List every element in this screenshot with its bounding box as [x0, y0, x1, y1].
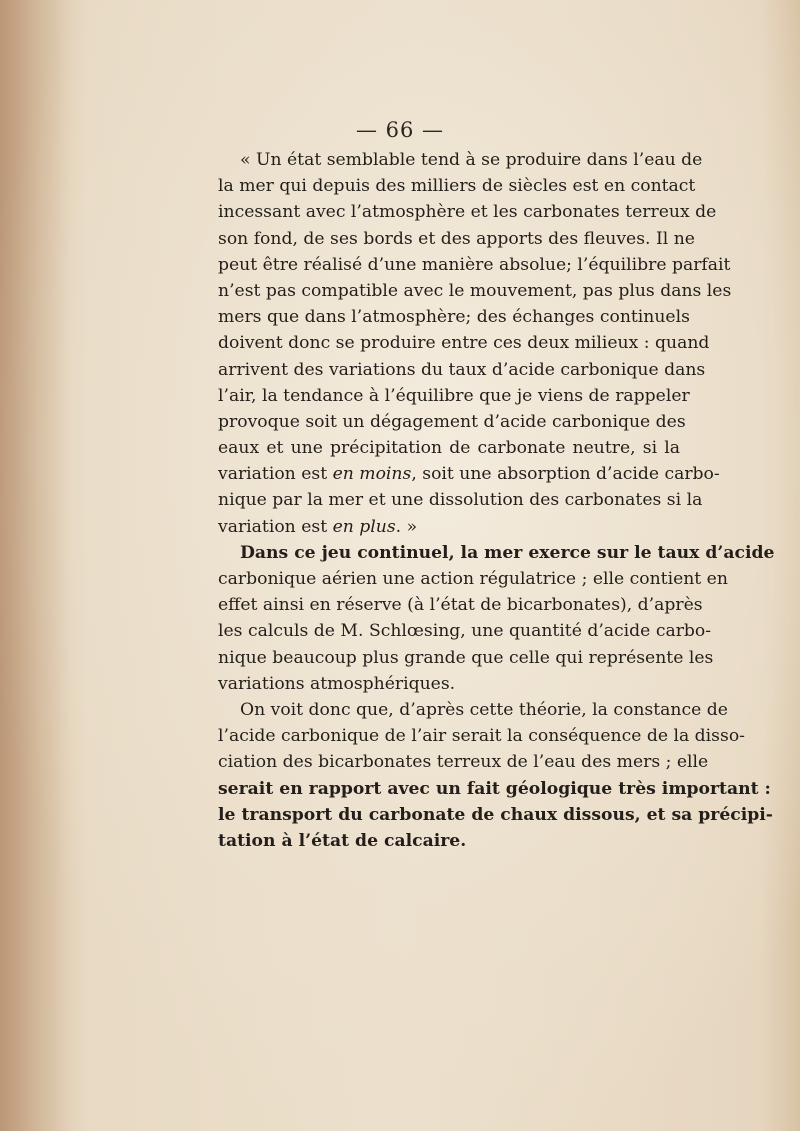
italic-text: en plus	[332, 516, 396, 537]
paper-stain	[0, 0, 70, 1131]
text-line: mers que dans l’atmosphère; des échanges continuels	[218, 307, 690, 328]
text-line: carbonique aérien une action régulatrice ; elle contient en	[218, 569, 728, 589]
text-line: tation à l’état de calcaire.	[218, 830, 467, 851]
text-line: serait en rapport avec un fait géologique très important :	[218, 778, 771, 799]
text-line: eaux et une précipitation de carbonate neutre, si la	[218, 438, 680, 459]
body-text	[218, 147, 775, 854]
text-line: ciation des bicarbonates terreux de l’eau des mers ; elle	[218, 752, 709, 773]
text-line-italic-moins	[218, 461, 720, 487]
text-line: « Un état semblable tend à se produire dans l’eau de	[240, 150, 703, 170]
text-line: arrivent des variations du taux d’acide carbonique dans	[218, 359, 706, 380]
text-fragment: . »	[395, 516, 418, 537]
text-line: Dans ce jeu continuel, la mer exerce sur le taux d’acide	[240, 542, 775, 563]
text-line: nique beaucoup plus grande que celle qui représente les	[218, 647, 714, 668]
text-fragment: variation est	[218, 516, 333, 537]
text-line: l’acide carbonique de l’air serait la conséquence de la disso-	[218, 726, 745, 747]
text-line: incessant avec l’atmosphère et les carbonates terreux de	[218, 202, 717, 223]
text-line: variations atmosphériques.	[218, 673, 456, 694]
text-line-italic-plus	[218, 514, 680, 540]
text-line: le transport du carbonate de chaux dissous, et sa précipi-	[218, 804, 773, 825]
text-fragment: , soit une absorption d’acide carbo-	[411, 464, 720, 485]
text-line: On voit donc que, d’après cette théorie, la constance de	[240, 699, 728, 720]
text-line: effet ainsi en réserve (à l’état de bicarbonates), d’après	[218, 595, 703, 616]
text-line: la mer qui depuis des milliers de siècles est en contact	[218, 176, 696, 197]
page-number: — 66 —	[355, 118, 445, 142]
text-line: doivent donc se produire entre ces deux milieux : quand	[218, 333, 710, 354]
text-line: son fond, de ses bords et des apports des fleuves. Il ne	[218, 228, 695, 249]
text-line: provoque soit un dégagement d’acide carbonique des	[218, 411, 686, 432]
text-line: nique par la mer et une dissolution des carbonates si la	[218, 490, 703, 511]
text-line: les calculs de M. Schlœsing, une quantité d’acide carbo-	[218, 621, 712, 642]
text-line: peut être réalisé d’une manière absolue; l’équilibre parfait	[218, 254, 731, 275]
text-line: l’air, la tendance à l’équilibre que je viens de rappeler	[218, 385, 690, 406]
text-line: n’est pas compatible avec le mouvement, pas plus dans les	[218, 280, 732, 301]
text-fragment: variation est	[218, 464, 333, 485]
italic-text: en moins	[332, 464, 412, 485]
